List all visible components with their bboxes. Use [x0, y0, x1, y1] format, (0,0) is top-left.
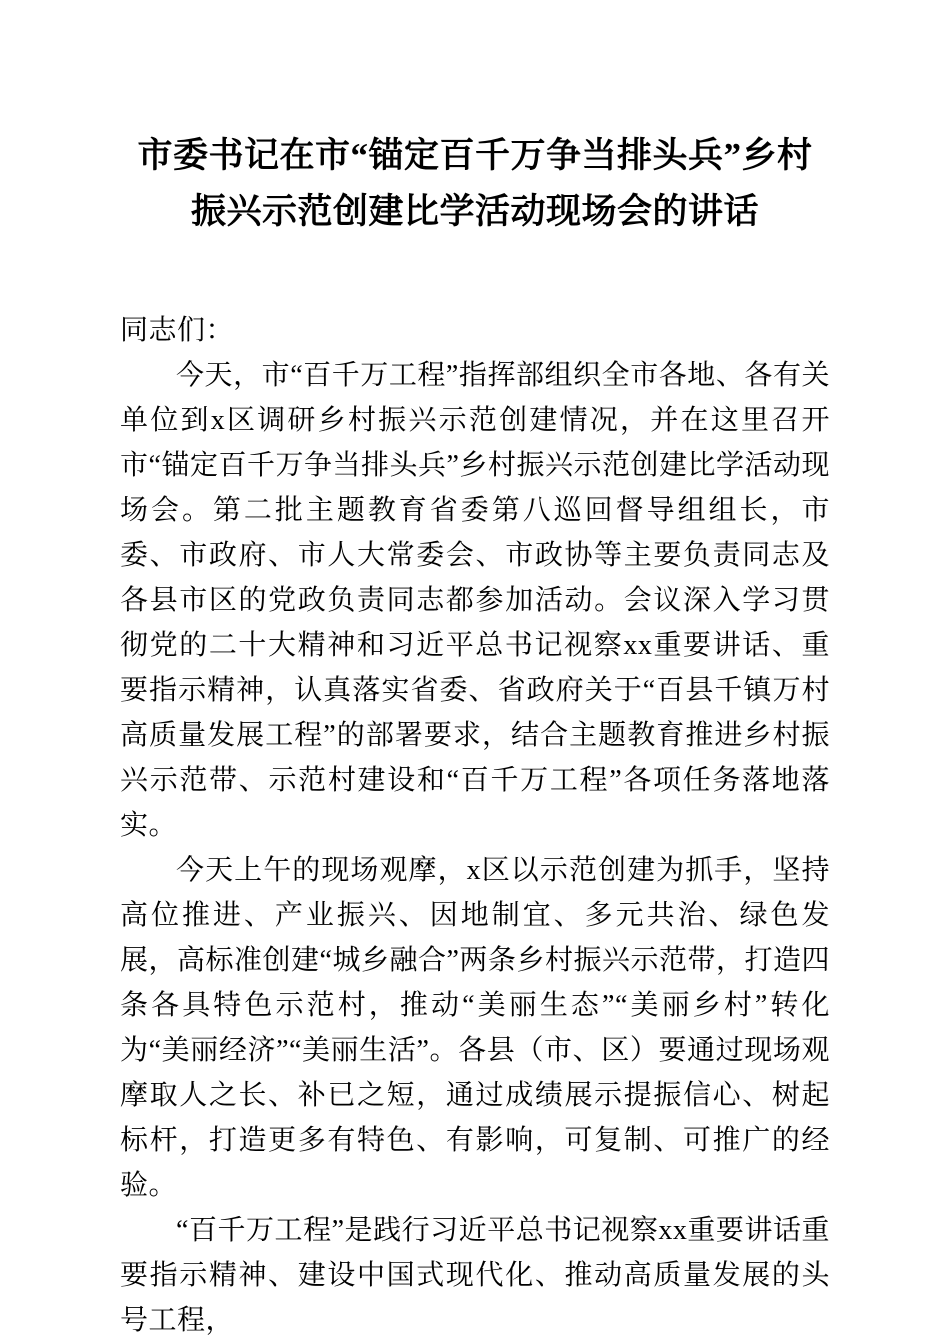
salutation-line: 同志们： [120, 315, 235, 346]
paragraph-3: “百千万工程”是践行习近平总书记视察xx重要讲话重要指示精神、建设中国式现代化、推动高质量发展的头号工程， [120, 1215, 830, 1336]
document-title: 市委书记在市“锚定百千万争当排头兵”乡村振兴示范创建比学活动现场会的讲话 [137, 136, 813, 231]
paragraph-1: 今天，市“百千万工程”指挥部组织全市各地、各有关单位到x区调研乡村振兴示范创建情况，并在这里召开市“锚定百千万争当排头兵”乡村振兴示范创建比学活动现场会。第二批主题教育省委第八巡回督导组组长，市委、市政府、市人大常委会、市政协等主要负责同志及各县市区的党政负责同志都参加活动。会议深入学习贯彻党的二十大精神和习近平总书记视察xx重要讲话、重要指示精神，认真落实省委、省政府关于“百县千镇万村高质量发展工程”的部署要求，结合主题教育推进乡村振兴示范带、示范村建设和“百千万工程”各项任务落地落实。 [120, 360, 830, 841]
paragraph-2: 今天上午的现场观摩，x区以示范创建为抓手，坚持高位推进、产业振兴、因地制宜、多元共治、绿色发展，高标准创建“城乡融合”两条乡村振兴示范带，打造四条各具特色示范村，推动“美丽生态”“美丽乡村”转化为“美丽经济”“美丽生活”。各县（市、区）要通过现场观摩取人之长、补已之短，通过成绩展示提振信心、树起标杆，打造更多有特色、有影响，可复制、可推广的经验。 [120, 855, 830, 1201]
document-body [120, 308, 830, 1343]
